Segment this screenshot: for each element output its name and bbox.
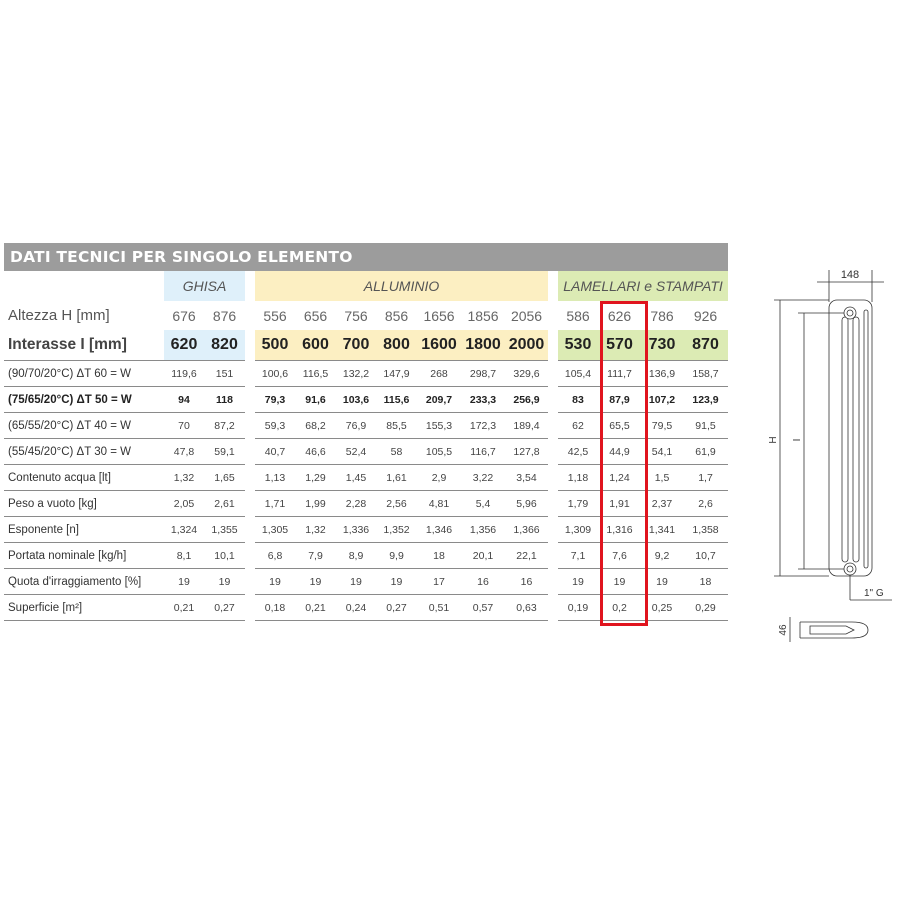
table-cell: 44,9 xyxy=(598,439,641,465)
table-cell: 1,13 xyxy=(255,465,295,491)
table-cell: 10,1 xyxy=(204,543,245,569)
table-cell: 19 xyxy=(376,569,417,595)
table-row xyxy=(4,491,728,517)
row-label: Quota d'irraggiamento [%] xyxy=(4,569,164,595)
width-label: 148 xyxy=(840,269,860,281)
table-cell: 1,32 xyxy=(164,465,204,491)
table-cell: 0,27 xyxy=(204,595,245,621)
table-cell: 233,3 xyxy=(461,387,505,413)
i-label: I xyxy=(792,438,803,442)
table-cell: 91,5 xyxy=(683,413,728,439)
table-cell: 1,24 xyxy=(598,465,641,491)
table-cell: 132,2 xyxy=(336,361,376,387)
table-cell: 61,9 xyxy=(683,439,728,465)
table-cell: 1800 xyxy=(461,330,505,361)
table-cell: 100,6 xyxy=(255,361,295,387)
table-cell: 876 xyxy=(212,307,237,324)
table-cell: 0,25 xyxy=(641,595,683,621)
table-cell: 1,352 xyxy=(376,517,417,543)
table-cell: 52,4 xyxy=(336,439,376,465)
row-label: Esponente [n] xyxy=(4,517,164,543)
table-cell: 59,3 xyxy=(255,413,295,439)
row-label: (55/45/20°C) ΔT 30 = W xyxy=(4,439,164,465)
table-cell: 83 xyxy=(558,387,598,413)
table-cell: 68,2 xyxy=(295,413,336,439)
table-cell: 47,8 xyxy=(164,439,204,465)
table-cell: 46,6 xyxy=(295,439,336,465)
row-label: (65/55/20°C) ΔT 40 = W xyxy=(4,413,164,439)
table-cell: 700 xyxy=(336,330,376,361)
table-cell: 105,5 xyxy=(417,439,461,465)
table-cell: 298,7 xyxy=(461,361,505,387)
table-cell: 10,7 xyxy=(683,543,728,569)
table-cell: 18 xyxy=(683,569,728,595)
radiator-fin-3 xyxy=(864,310,868,568)
table-cell: 1600 xyxy=(417,330,461,361)
table-cell: 676 xyxy=(172,307,196,324)
table-cell: 8,1 xyxy=(164,543,204,569)
table-cell: 0,24 xyxy=(336,595,376,621)
table-cell: 19 xyxy=(336,569,376,595)
table-cell: 329,6 xyxy=(505,361,548,387)
radiator-body-outline xyxy=(829,300,872,576)
table-cell: 1,45 xyxy=(336,465,376,491)
row-label: Altezza H [mm] xyxy=(8,307,110,324)
group-ghisa: GHISA xyxy=(164,271,245,301)
row-label: Superficie [m²] xyxy=(4,595,164,621)
table-cell: 87,2 xyxy=(204,413,245,439)
table-cell: 111,7 xyxy=(598,361,641,387)
table-cell: 570 xyxy=(598,330,641,361)
table-cell: 1,79 xyxy=(558,491,598,517)
table-row xyxy=(4,413,728,439)
table-cell: 1,355 xyxy=(204,517,245,543)
table-cell: 1,346 xyxy=(417,517,461,543)
group-lamellari: LAMELLARI e STAMPATI xyxy=(558,271,728,301)
table-cell: 147,9 xyxy=(376,361,417,387)
table-cell: 19 xyxy=(558,569,598,595)
table-cell: 127,8 xyxy=(505,439,548,465)
table-cell: 500 xyxy=(255,330,295,361)
row-label: Portata nominale [kg/h] xyxy=(4,543,164,569)
thread-label: 1" G xyxy=(864,588,884,599)
row-label: (75/65/20°C) ΔT 50 = W xyxy=(4,387,164,413)
table-cell: 9,9 xyxy=(376,543,417,569)
table-row xyxy=(4,301,728,330)
table-row xyxy=(4,543,728,569)
table-cell: 136,9 xyxy=(641,361,683,387)
table-cell: 3,54 xyxy=(505,465,548,491)
table-cell: 119,6 xyxy=(164,361,204,387)
table-cell: 105,4 xyxy=(558,361,598,387)
table-cell: 926 xyxy=(693,307,718,324)
table-cell: 1,358 xyxy=(683,517,728,543)
table-cell: 730 xyxy=(641,330,683,361)
radiator-fin-1 xyxy=(842,317,848,562)
table-cell: 800 xyxy=(376,330,417,361)
table-cell: 123,9 xyxy=(683,387,728,413)
table-cell: 5,96 xyxy=(505,491,548,517)
table-cell: 0,63 xyxy=(505,595,548,621)
table-cell: 1,32 xyxy=(295,517,336,543)
table-cell: 1,71 xyxy=(255,491,295,517)
row-label: Peso a vuoto [kg] xyxy=(4,491,164,517)
table-cell: 1,99 xyxy=(295,491,336,517)
table-cell: 1,65 xyxy=(204,465,245,491)
table-cell: 2,9 xyxy=(417,465,461,491)
table-cell: 2,61 xyxy=(204,491,245,517)
table-cell: 2,05 xyxy=(164,491,204,517)
table-cell: 70 xyxy=(164,413,204,439)
table-cell: 756 xyxy=(344,307,368,324)
table-cell: 42,5 xyxy=(558,439,598,465)
bottom-connection-icon xyxy=(844,563,856,575)
table-cell: 7,6 xyxy=(598,543,641,569)
table-cell: 116,5 xyxy=(295,361,336,387)
table-cell: 79,5 xyxy=(641,413,683,439)
table-row xyxy=(4,330,728,361)
table-cell: 19 xyxy=(204,569,245,595)
table-cell: 79,3 xyxy=(255,387,295,413)
table-cell: 656 xyxy=(303,307,328,324)
table-row xyxy=(4,595,728,621)
table-cell: 76,9 xyxy=(336,413,376,439)
table-cell: 820 xyxy=(204,330,245,361)
table-cell: 1656 xyxy=(423,307,455,324)
row-label: (90/70/20°C) ΔT 60 = W xyxy=(4,361,164,387)
table-cell: 0,2 xyxy=(598,595,641,621)
table-cell: 18 xyxy=(417,543,461,569)
table-cell: 19 xyxy=(255,569,295,595)
table-cell: 189,4 xyxy=(505,413,548,439)
table-cell: 172,3 xyxy=(461,413,505,439)
table-cell: 870 xyxy=(683,330,728,361)
table-cell: 1,336 xyxy=(336,517,376,543)
table-cell: 4,81 xyxy=(417,491,461,517)
table-cell: 0,29 xyxy=(683,595,728,621)
table-cell: 19 xyxy=(598,569,641,595)
table-cell: 85,5 xyxy=(376,413,417,439)
row-label: Contenuto acqua [lt] xyxy=(4,465,164,491)
table-cell: 158,7 xyxy=(683,361,728,387)
table-cell: 19 xyxy=(164,569,204,595)
table-cell: 1,366 xyxy=(505,517,548,543)
table-cell: 2,28 xyxy=(336,491,376,517)
radiator-technical-drawing xyxy=(762,262,900,652)
table-cell: 8,9 xyxy=(336,543,376,569)
table-cell: 54,1 xyxy=(641,439,683,465)
table-cell: 586 xyxy=(566,307,590,324)
h-label: H xyxy=(768,436,779,444)
table-cell: 1,309 xyxy=(558,517,598,543)
table-cell: 1,7 xyxy=(683,465,728,491)
table-cell: 40,7 xyxy=(255,439,295,465)
table-cell: 0,57 xyxy=(461,595,505,621)
table-cell: 58 xyxy=(376,439,417,465)
table-cell: 2,56 xyxy=(376,491,417,517)
table-cell: 1,29 xyxy=(295,465,336,491)
table-cell: 2056 xyxy=(510,307,543,324)
table-cell: 209,7 xyxy=(417,387,461,413)
table-cell: 59,1 xyxy=(204,439,245,465)
table-cell: 1,324 xyxy=(164,517,204,543)
table-cell: 118 xyxy=(204,387,245,413)
table-cell: 2000 xyxy=(505,330,548,361)
table-cell: 0,51 xyxy=(417,595,461,621)
table-cell: 91,6 xyxy=(295,387,336,413)
table-cell: 22,1 xyxy=(505,543,548,569)
table-cell: 20,1 xyxy=(461,543,505,569)
table-cell: 620 xyxy=(164,330,204,361)
table-cell: 62 xyxy=(558,413,598,439)
table-cell: 7,1 xyxy=(558,543,598,569)
group-header-row xyxy=(4,271,728,301)
technical-data-sheet xyxy=(4,243,728,621)
row-label: Interasse I [mm] xyxy=(4,330,164,361)
table-cell: 116,7 xyxy=(461,439,505,465)
table-cell: 19 xyxy=(641,569,683,595)
table-cell: 151 xyxy=(204,361,245,387)
top-connection-icon xyxy=(844,307,856,319)
table-cell: 556 xyxy=(263,307,287,324)
table-cell: 94 xyxy=(164,387,204,413)
table-cell: 1,61 xyxy=(376,465,417,491)
table-cell: 2,37 xyxy=(641,491,683,517)
table-cell: 0,21 xyxy=(295,595,336,621)
table-cell: 626 xyxy=(607,307,632,324)
table-cell: 17 xyxy=(417,569,461,595)
group-alluminio: ALLUMINIO xyxy=(255,271,548,301)
table-cell: 115,6 xyxy=(376,387,417,413)
technical-data-table xyxy=(4,271,728,621)
table-row xyxy=(4,439,728,465)
table-cell: 107,2 xyxy=(641,387,683,413)
table-cell: 2,6 xyxy=(683,491,728,517)
table-cell: 16 xyxy=(505,569,548,595)
table-cell: 65,5 xyxy=(598,413,641,439)
table-row xyxy=(4,569,728,595)
table-row xyxy=(4,517,728,543)
table-cell: 155,3 xyxy=(417,413,461,439)
table-cell: 0,18 xyxy=(255,595,295,621)
table-cell: 1,5 xyxy=(641,465,683,491)
table-cell: 1,316 xyxy=(598,517,641,543)
table-cell: 3,22 xyxy=(461,465,505,491)
table-cell: 7,9 xyxy=(295,543,336,569)
table-cell: 6,8 xyxy=(255,543,295,569)
table-cell: 103,6 xyxy=(336,387,376,413)
table-cell: 0,21 xyxy=(164,595,204,621)
table-cell: 256,9 xyxy=(505,387,548,413)
table-cell: 1,305 xyxy=(255,517,295,543)
table-cell: 530 xyxy=(558,330,598,361)
table-cell: 0,27 xyxy=(376,595,417,621)
table-row xyxy=(4,361,728,387)
table-cell: 600 xyxy=(295,330,336,361)
table-cell: 1,356 xyxy=(461,517,505,543)
table-cell: 268 xyxy=(417,361,461,387)
table-cell: 19 xyxy=(295,569,336,595)
table-cell: 856 xyxy=(384,307,409,324)
radiator-fin-2 xyxy=(853,317,859,562)
table-cell: 786 xyxy=(650,307,674,324)
table-title: DATI TECNICI PER SINGOLO ELEMENTO xyxy=(4,243,728,271)
depth-label: 46 xyxy=(778,624,789,636)
table-row xyxy=(4,465,728,491)
table-cell: 9,2 xyxy=(641,543,683,569)
table-cell: 5,4 xyxy=(461,491,505,517)
table-cell: 0,19 xyxy=(558,595,598,621)
table-cell: 16 xyxy=(461,569,505,595)
table-cell: 87,9 xyxy=(598,387,641,413)
table-cell: 1,341 xyxy=(641,517,683,543)
table-cell: 1,91 xyxy=(598,491,641,517)
table-cell: 1,18 xyxy=(558,465,598,491)
table-row xyxy=(4,387,728,413)
table-cell: 1856 xyxy=(467,307,499,324)
